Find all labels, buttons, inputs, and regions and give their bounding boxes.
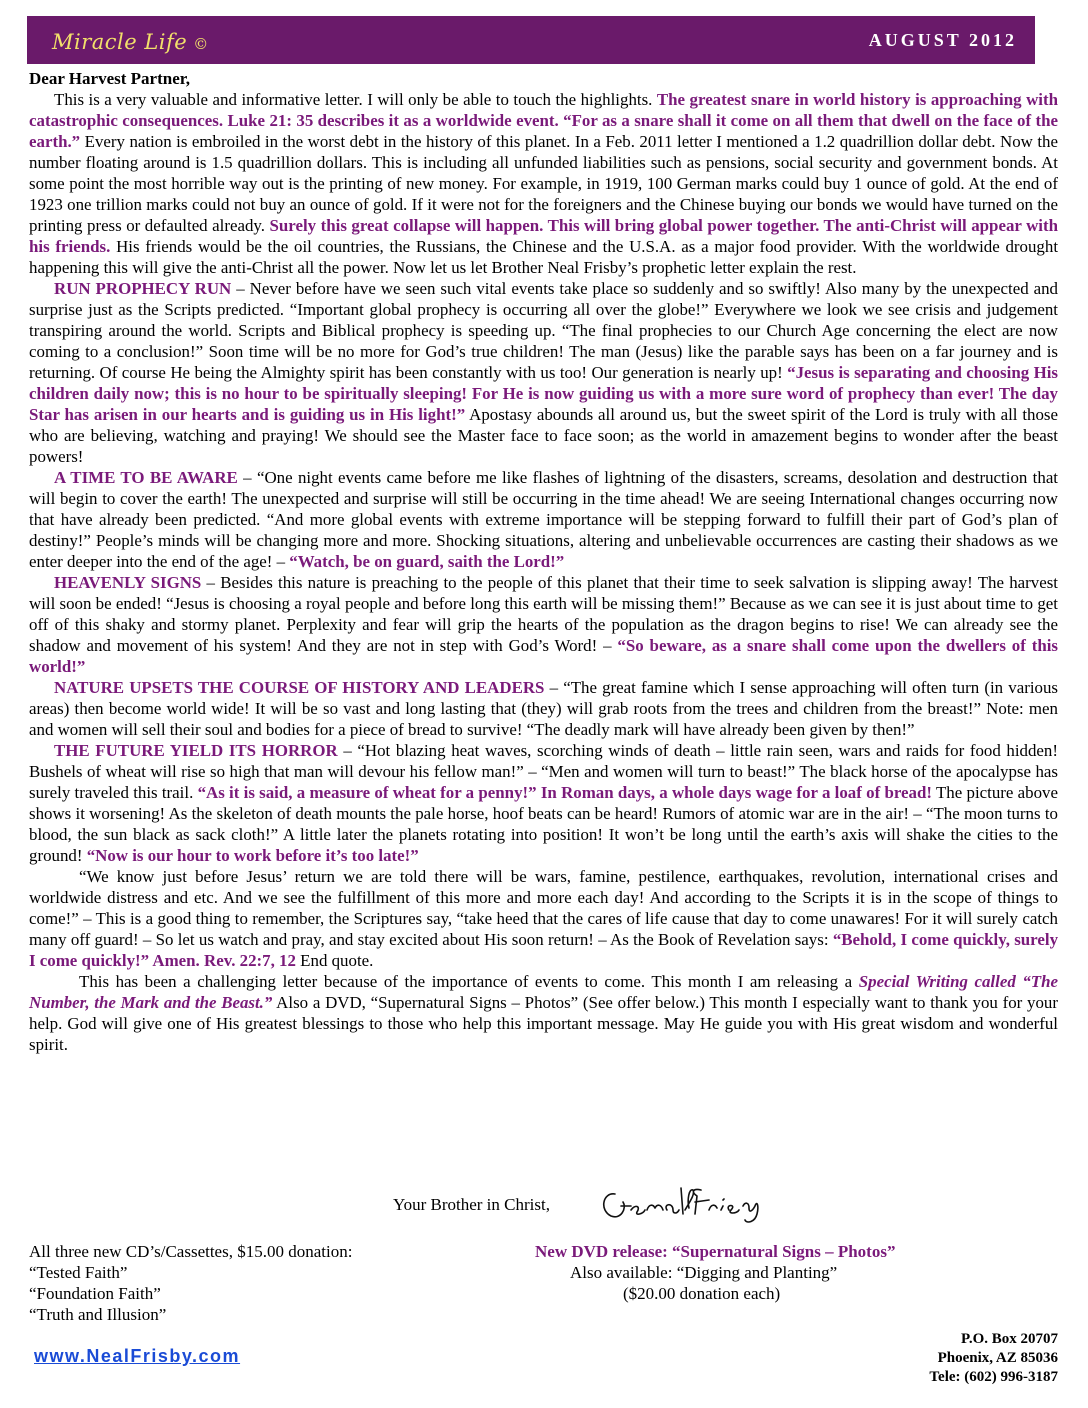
cd-title-item: “Truth and Illusion”: [29, 1305, 167, 1324]
brand-name: Miracle Life: [52, 30, 188, 54]
cd-offer-title: All three new CD’s/Cassettes, $15.00 donation:: [29, 1242, 353, 1261]
brand-title: [52, 30, 209, 54]
dvd-also-available: Also available: “Digging and Planting”: [570, 1263, 838, 1282]
address-po-box: P.O. Box 20707: [961, 1331, 1058, 1347]
cd-offer: [29, 1241, 352, 1325]
paragraph-nature-upsets: [29, 677, 1058, 740]
text-run: – “Hot blazing heat waves, scorching winds of death – little rain seen, wars and raids for food hidden! Bushels of wheat will rise so high that man will devour his fellow man!” – “Men and women will turn to beast!” The black horse of the apocalypse has surely traveled this trail.: [29, 741, 1058, 802]
section-heading: NATURE UPSETS THE COURSE OF HISTORY AND LEADERS: [54, 678, 545, 697]
section-heading: A TIME TO BE AWARE: [54, 468, 238, 487]
paragraph-closing: [29, 971, 1058, 1055]
closing-line: Your Brother in Christ,: [393, 1195, 550, 1214]
mailing-address: [929, 1330, 1058, 1387]
cd-title-item: “Tested Faith”: [29, 1263, 128, 1282]
handwritten-signature: [597, 1180, 792, 1228]
highlight-text: Special Writing called “The Number, the Mark and the Beast.”: [29, 972, 1058, 1012]
paragraph-heavenly-signs: [29, 572, 1058, 677]
text-run: His friends would be the oil countries, the Russians, the Chinese and the U.S.A. as a major food provider. With the worldwide drought happening this will give the anti-Christ all the power. Now let us let Brother Neal Frisby’s prophetic letter explain the rest.: [29, 237, 1059, 277]
section-heading: RUN PROPHECY RUN: [54, 279, 232, 298]
highlight-text: “Behold, I come quickly, surely I come quickly!” Amen. Rev. 22:7, 12: [29, 930, 1059, 970]
dvd-price: ($20.00 donation each): [623, 1284, 781, 1303]
text-run: The picture above shows it worsening! As the skeleton of death mounts the pale horse, hoof beats can be heard! Rumors of atomic war are in the air! – “The moon turns to blood, the sun black as sack cloth!” A little later the planets rotating into position! It won’t be long until the earth’s axis will shake the cities to the ground!: [29, 783, 1058, 865]
text-run: – Never before have we seen such vital events take place so suddenly and so swiftly! Also many by the unexpected and surprise just as the Scripts predicted. “Important global prophecy is occurring all over the globe!” Everywhere we look we see crisis and judgement transpiring around the world. Scripts and Biblical prophecy is speeding up. “The final prophecies to our Church Age concerning the elect are now coming to a conclusion!” Soon time will be no more for God’s true children! The man (Jesus) like the parable says has been on a far journey and is returning. Of course He being the Almighty spirit has been constantly with us too! Our generation is nearly up!: [29, 279, 1058, 382]
text-run: End quote.: [295, 951, 374, 970]
paragraph-quote: [29, 866, 1058, 971]
text-run: – “The great famine which I sense approaching will often turn (in various areas) then become world wide! It will be so vast and long lasting that (they) will grab roots from the trees and children from the breast!” Note: men and women will sell their soul and bodies for a piece of bread to survive! “The deadly mark will have already been given by then!”: [29, 678, 1058, 739]
issue-date: AUGUST 2012: [868, 30, 1017, 50]
text-run: Also a DVD, “Supernatural Signs – Photos” (See offer below.) This month I especially want to thank you for your help. God will give one of His greatest blessings to those who help this important message. May He guide you with His great wisdom and wonderful spirit.: [29, 993, 1058, 1054]
address-city: Phoenix, AZ 85036: [937, 1350, 1058, 1366]
highlight-text: “Now is our hour to work before it’s too late!”: [86, 846, 419, 865]
highlight-text: “So beware, as a snare shall come upon the dwellers of this world!”: [29, 636, 1058, 676]
section-heading: THE FUTURE YIELD ITS HORROR: [54, 741, 338, 760]
letter-body: [29, 68, 1058, 1055]
text-run: Apostasy abounds all around us, but the sweet spirit of the Lord is truly with all those who are believing, watching and praying! We should see the Master face to face soon; as the world in amazement begins to wonder after the beast powers!: [29, 405, 1058, 466]
cd-title-item: “Foundation Faith”: [29, 1284, 161, 1303]
address-phone: Tele: (602) 996-3187: [929, 1369, 1058, 1385]
highlight-text: The greatest snare in world history is approaching with catastrophic consequences. Luke 21: 35 describes it as a worldwide event. “For as a snare shall it come on all them that dwell on the face of the earth.”: [29, 90, 1058, 151]
greeting: Dear Harvest Partner,: [29, 69, 190, 88]
text-run: This has been a challenging letter because of the importance of events to come. This month I am releasing a: [79, 972, 859, 991]
text-run: Every nation is embroiled in the worst debt in the history of this planet. In a Feb. 2011 letter I mentioned a 1.2 quadrillion dollar debt. Now the number floating around is 1.5 quadrillion dollars. This is including all unfunded liabilities such as pensions, social security and government bonds. At some point the most horrible way out is the printing of new money. For example, in 1919, 100 German marks could buy 1 ounce of gold. At the end of 1923 one trillion marks could not buy an ounce of gold. If it were not for the foreigners and the Chinese buying our bonds we would have turned on the printing press or defaulted already.: [29, 132, 1058, 235]
paragraph-future-yield: [29, 740, 1058, 866]
highlight-text: “Jesus is separating and choosing His children daily now; this is no hour to be spiritually sleeping! For He is now guiding us with a more sure word of prophecy than ever! The day Star has arisen in our hearts and is guiding us in His light!”: [29, 363, 1058, 424]
text-run: “We know just before Jesus’ return we are told there will be wars, famine, pestilence, earthquakes, revolution, international crises and worldwide distress and etc. And we see the fulfillment of this more and more each day! And according to the Scripts it is in the scope of things to come!” – This is a good thing to remember, the Scriptures say, “take heed that the cares of life cause that day to come unawares! For it will surely catch many off guard! – So let us watch and pray, and stay excited about His soon return! – As the Book of Revelation says:: [29, 867, 1058, 949]
paragraph-run-prophecy: [29, 278, 1058, 467]
dvd-offer-title: New DVD release: “Supernatural Signs – Photos”: [535, 1242, 896, 1261]
highlight-text: “Watch, be on guard, saith the Lord!”: [289, 552, 565, 571]
text-run: – Besides this nature is preaching to the people of this planet that their time to seek salvation is slipping away! The harvest will soon be ended! “Jesus is choosing a royal people and before long this earth will be missing them!” Because as we can see it is just about time to get off of this shaky and stormy planet. Perplexity and fear will grip the hearts of the population as the dragon begins to rise! We can already see the shadow and movement of his system! And they are not in step with God’s Word! –: [29, 573, 1058, 655]
copyright-mark: ©: [193, 35, 209, 53]
paragraph-intro: [29, 89, 1058, 278]
page-header: [27, 16, 1035, 64]
text-run: This is a very valuable and informative letter. I will only be able to touch the highlights.: [54, 90, 657, 109]
highlight-text: Surely this great collapse will happen. This will bring global power together. The anti-Christ will appear with his friends.: [29, 216, 1059, 256]
paragraph-time-to-be-aware: [29, 467, 1058, 572]
highlight-text: “As it is said, a measure of wheat for a penny!” In Roman days, a whole days wage for a loaf of bread!: [197, 783, 933, 802]
website-link[interactable]: www.NealFrisby.com: [34, 1346, 241, 1366]
text-run: – “One night events came before me like flashes of lightning of the disasters, screams, desolation and destruction that will begin to cover the earth! The unexpected and surprise will still be occurring in the time ahead! We are seeing International changes occurring now that have already been predicted. “And more global events with extreme importance will be stepping forward to fulfill their part of God’s plan of destiny!” People’s minds will be changing more and more. Shocking situations, altering and unbelievable occurrences are casting their shadows as we enter deeper into the end of the age! –: [29, 468, 1059, 571]
section-heading: HEAVENLY SIGNS: [54, 573, 202, 592]
